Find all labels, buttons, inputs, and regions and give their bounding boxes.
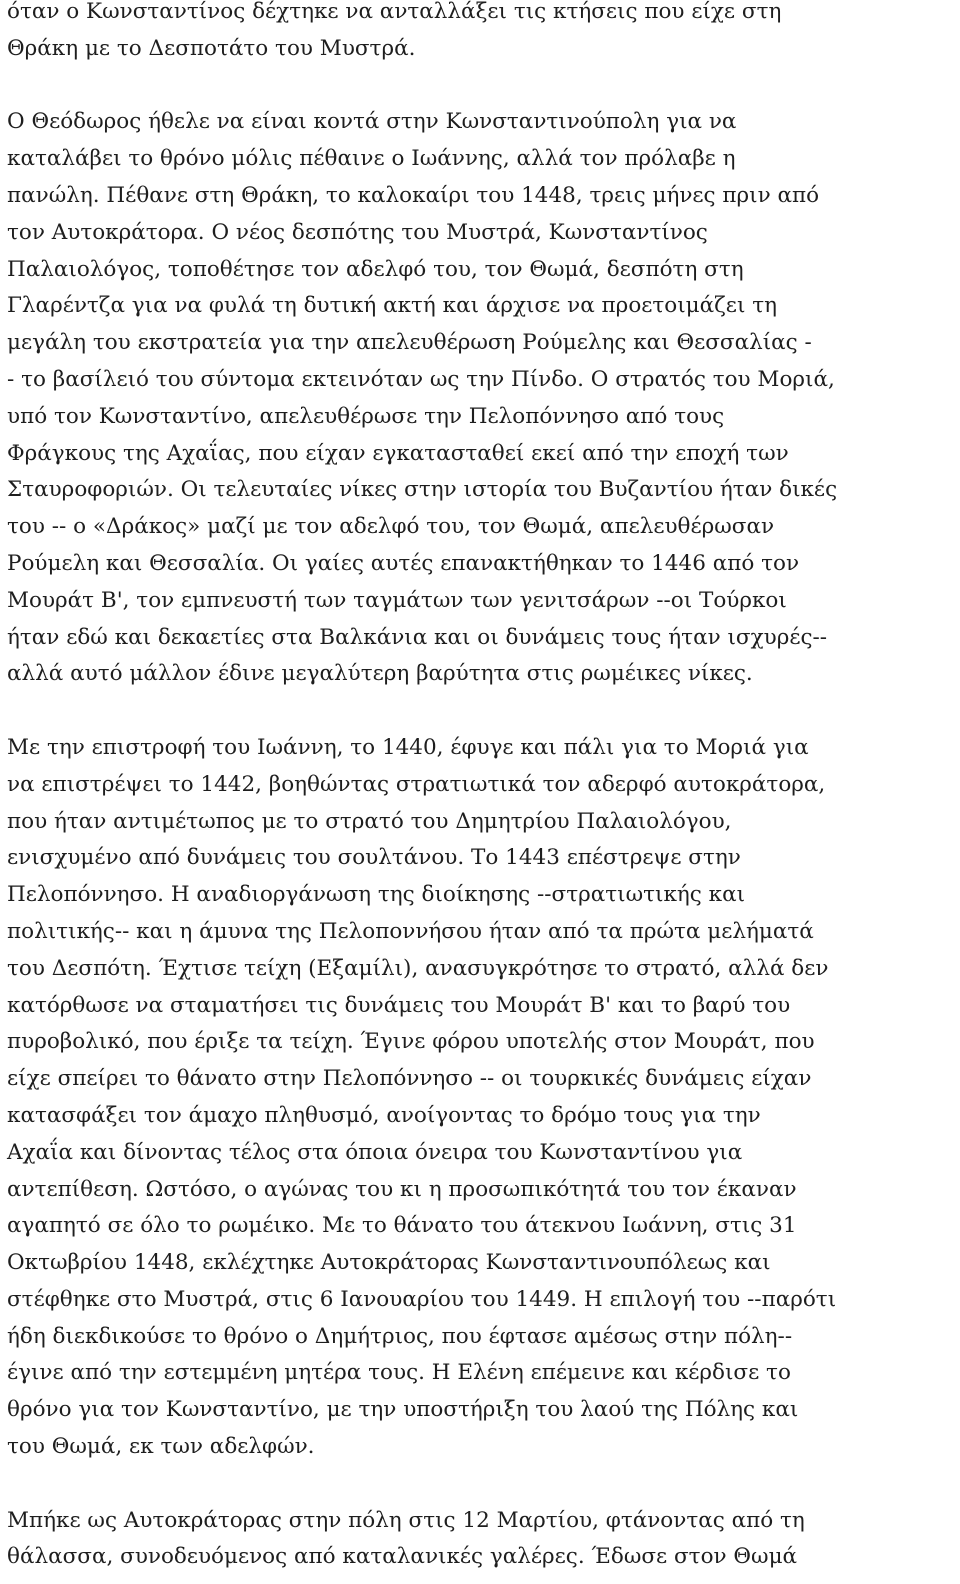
text-line: του -- ο «Δράκος» μαζί με τον αδελφό του, τον Θωμά, απελευθέρωσαν xyxy=(7,514,775,540)
text-line: καταλάβει το θρόνο μόλις πέθαινε ο Ιωάννης, αλλά τον πρόλαβε η xyxy=(7,146,736,172)
text-line: Γλαρέντζα για να φυλά τη δυτική ακτή και άρχισε να προετοιμάζει τη xyxy=(7,293,777,319)
text-line: κατασφάξει τον άμαχο πληθυσμό, ανοίγοντας το δρόμο τους για την xyxy=(7,1102,761,1128)
text-line: του Θωμά, εκ των αδελφών. xyxy=(7,1434,315,1460)
text-line: Μπήκε ως Αυτοκράτορας στην πόλη στις 12 Μαρτίου, φτάνοντας από τη xyxy=(7,1507,805,1533)
document-page xyxy=(7,0,957,1576)
text-line: όταν ο Κωνσταντίνος δέχτηκε να ανταλλάξει τις κτήσεις που είχε στη xyxy=(7,0,782,24)
text-line: πολιτικής-- και η άμυνα της Πελοποννήσου ήταν από τα πρώτα μελήματά xyxy=(7,918,814,944)
text-line: έγινε από την εστεμμένη μητέρα τους. Η Ελένη επέμεινε και κέρδισε το xyxy=(7,1360,791,1386)
text-line: κατόρθωσε να σταματήσει τις δυνάμεις του Μουράτ Β' και το βαρύ του xyxy=(7,992,791,1018)
paragraph-gap xyxy=(7,68,957,105)
text-line: ήδη διεκδικούσε το θρόνο ο Δημήτριος, που έφτασε αμέσως στην πόλη-- xyxy=(7,1323,793,1349)
paragraph xyxy=(7,104,957,693)
text-line: Παλαιολόγος, τοποθέτησε τον αδελφό του, τον Θωμά, δεσπότη στη xyxy=(7,256,744,282)
text-line: αντεπίθεση. Ωστόσο, ο αγώνας του κι η προσωπικότητά του τον έκαναν xyxy=(7,1176,797,1202)
text-line: αγαπητό σε όλο το ρωμέικο. Με το θάνατο του άτεκνου Ιωάννη, στις 31 xyxy=(7,1213,797,1239)
text-line: Με την επιστροφή του Ιωάννη, το 1440, έφυγε και πάλι για το Μοριά για xyxy=(7,734,809,760)
text-line: να επιστρέψει το 1442, βοηθώντας στρατιωτικά τον αδερφό αυτοκράτορα, xyxy=(7,771,826,797)
paragraph xyxy=(7,730,957,1466)
text-line: Πελοπόννησο. Η αναδιοργάνωση της διοίκησης --στρατιωτικής και xyxy=(7,882,746,908)
text-line: στέφθηκε στο Μυστρά, στις 6 Ιανουαρίου του 1449. Η επιλογή του --παρότι xyxy=(7,1286,837,1312)
paragraph xyxy=(7,0,957,68)
text-line: Θράκη με το Δεσποτάτο του Μυστρά. xyxy=(7,35,416,61)
text-line: πυροβολικό, που έριξε τα τείχη. Έγινε φόρου υποτελής στον Μουράτ, που xyxy=(7,1029,815,1055)
text-line: υπό τον Κωνσταντίνο, απελευθέρωσε την Πελοπόννησο από τους xyxy=(7,403,725,429)
text-line: τον Αυτοκράτορα. Ο νέος δεσπότης του Μυστρά, Κωνσταντίνος xyxy=(7,219,708,245)
text-line: είχε σπείρει το θάνατο στην Πελοπόννησο -- οι τουρκικές δυνάμεις είχαν xyxy=(7,1066,812,1092)
text-line: Φράγκους της Αχαΐας, που είχαν εγκατασταθεί εκεί από την εποχή των xyxy=(7,440,789,466)
text-line: Οκτωβρίου 1448, εκλέχτηκε Αυτοκράτορας Κωνσταντινουπόλεως και xyxy=(7,1250,771,1276)
text-line: αλλά αυτό μάλλον έδινε μεγαλύτερη βαρύτητα στις ρωμέικες νίκες. xyxy=(7,661,753,687)
text-line: - το βασίλειό του σύντομα εκτεινόταν ως την Πίνδο. Ο στρατός του Μοριά, xyxy=(7,366,835,392)
text-line: θάλασσα, συνοδευόμενος από καταλανικές γαλέρες. Έδωσε στον Θωμά xyxy=(7,1544,798,1570)
paragraph xyxy=(7,1503,957,1577)
text-line: πανώλη. Πέθανε στη Θράκη, το καλοκαίρι του 1448, τρεις μήνες πριν από xyxy=(7,182,820,208)
text-line: Μουράτ Β', τον εμπνευστή των ταγμάτων των γενιτσάρων --οι Τούρκοι xyxy=(7,587,787,613)
text-line: Ο Θεόδωρος ήθελε να είναι κοντά στην Κωνσταντινούπολη για να xyxy=(7,109,737,135)
text-line: μεγάλη του εκστρατεία για την απελευθέρωση Ρούμελης και Θεσσαλίας - xyxy=(7,330,812,356)
paragraph-gap xyxy=(7,693,957,730)
text-line: ήταν εδώ και δεκαετίες στα Βαλκάνια και οι δυνάμεις τους ήταν ισχυρές-- xyxy=(7,624,828,650)
text-line: Σταυροφοριών. Οι τελευταίες νίκες στην ιστορία του Βυζαντίου ήταν δικές xyxy=(7,477,838,503)
text-line: που ήταν αντιμέτωπος με το στρατό του Δημητρίου Παλαιολόγου, xyxy=(7,808,732,834)
text-line: ενισχυμένο από δυνάμεις του σουλτάνου. Το 1443 επέστρεψε στην xyxy=(7,845,741,871)
text-line: Αχαΐα και δίνοντας τέλος στα όποια όνειρα του Κωνσταντίνου για xyxy=(7,1139,743,1165)
text-line: θρόνο για τον Κωνσταντίνο, με την υποστήριξη του λαού της Πόλης και xyxy=(7,1397,799,1423)
paragraph-gap xyxy=(7,1466,957,1503)
text-line: Ρούμελη και Θεσσαλία. Οι γαίες αυτές επανακτήθηκαν το 1446 από τον xyxy=(7,550,800,576)
text-line: του Δεσπότη. Έχτισε τείχη (Εξαμίλι), ανασυγκρότησε το στρατό, αλλά δεν xyxy=(7,955,829,981)
